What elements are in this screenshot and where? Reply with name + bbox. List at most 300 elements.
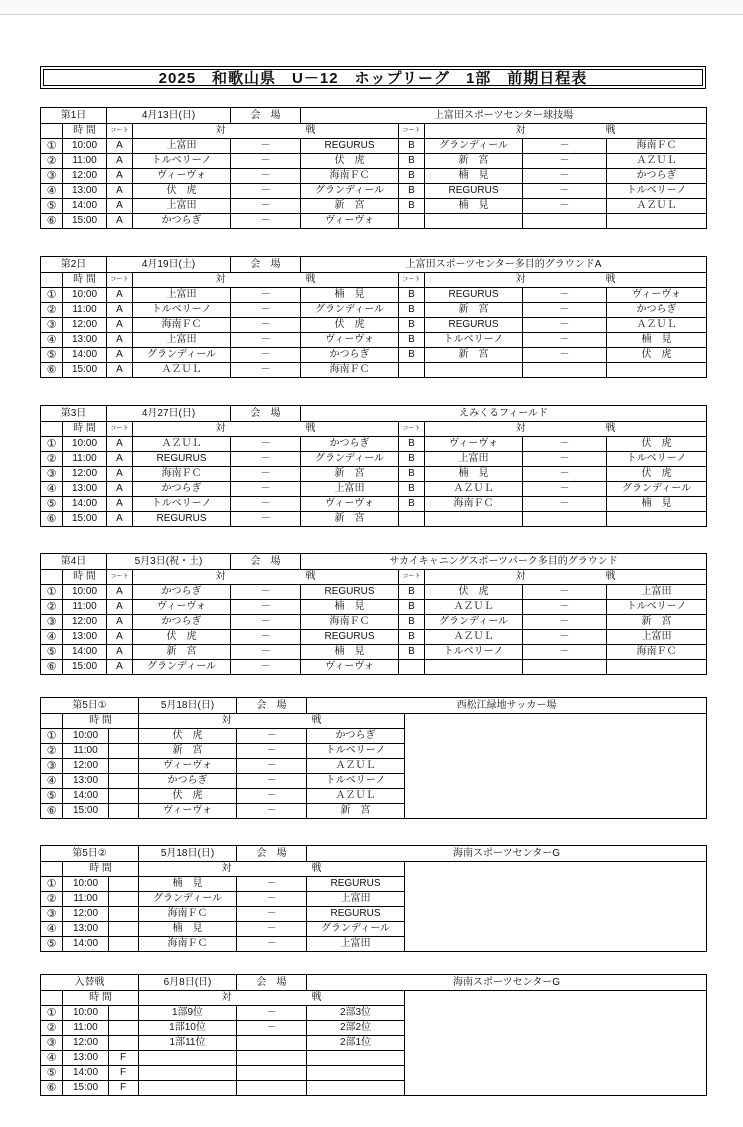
match-date: 4月19日(土) [107, 257, 231, 273]
vs-dash: － [231, 600, 301, 615]
block-header [41, 975, 707, 991]
match-number: ⑤ [41, 937, 63, 952]
court-header: コート [107, 422, 133, 437]
match-number: ⑤ [41, 1066, 63, 1081]
away-team: 海南ＦＣ [607, 139, 707, 154]
match-row [41, 288, 707, 303]
vs-dash: － [231, 184, 301, 199]
venue-name: 海南スポーツセンターG [307, 975, 707, 991]
vs-dash [523, 363, 607, 378]
vs-dash: － [237, 759, 307, 774]
page-title: 2025 和歌山県 U－12 ホップリーグ 1部 前期日程表 [40, 66, 706, 89]
match-time: 11:00 [63, 600, 107, 615]
match-header [425, 570, 707, 585]
vs-dash: － [231, 139, 301, 154]
match-number: ① [41, 139, 63, 154]
match-time-cell [63, 1036, 139, 1051]
match-row [41, 333, 707, 348]
home-team: ヴィーヴォ [139, 759, 237, 774]
court-header: コート [399, 124, 425, 139]
vs-dash: － [231, 467, 301, 482]
vs-dash: － [231, 497, 301, 512]
vs-dash: － [231, 437, 301, 452]
away-team: 楠 見 [301, 288, 399, 303]
match-time-cell [63, 729, 139, 744]
home-team: 新 宮 [133, 645, 231, 660]
home-team: 楠 見 [425, 467, 523, 482]
match-number: ⑤ [41, 645, 63, 660]
round-label: 第4日 [41, 554, 107, 570]
tai-label: 対 [215, 274, 226, 285]
away-team: 上富田 [607, 585, 707, 600]
block-header [41, 108, 707, 124]
court-a: A [107, 363, 133, 378]
court-b [399, 214, 425, 229]
vs-dash: － [237, 937, 307, 952]
venue-name: 海南スポーツセンターG [307, 846, 707, 862]
column-header [41, 570, 707, 585]
vs-dash: － [231, 333, 301, 348]
match-time: 14:00 [63, 348, 107, 363]
vs-dash [523, 214, 607, 229]
blank-cell [41, 124, 63, 139]
match-time-cell [63, 759, 139, 774]
court-b: B [399, 169, 425, 184]
match-row [41, 214, 707, 229]
court-b: B [399, 184, 425, 199]
match-time: 12:00 [63, 907, 109, 921]
vs-dash: － [231, 482, 301, 497]
match-time: 10:00 [63, 437, 107, 452]
match-time: 13:00 [63, 333, 107, 348]
away-team: ＡＺＵＬ [607, 318, 707, 333]
match-header [133, 124, 399, 139]
home-team: かつらぎ [133, 615, 231, 630]
vs-dash: － [231, 452, 301, 467]
match-row [41, 467, 707, 482]
match-number: ① [41, 877, 63, 892]
home-team: REGURUS [133, 512, 231, 527]
court-header: コート [399, 422, 425, 437]
match-number: ② [41, 303, 63, 318]
match-date: 5月18日(日) [139, 698, 237, 714]
match-time-cell [63, 937, 139, 952]
away-team: 楠 見 [301, 600, 399, 615]
match-time: 13:00 [63, 482, 107, 497]
court-a: A [107, 452, 133, 467]
home-team [425, 512, 523, 527]
tai-label: 対 [221, 715, 232, 726]
venue-label: 会 場 [231, 108, 301, 124]
away-team: 伏 虎 [301, 318, 399, 333]
away-team: 2部3位 [307, 1006, 405, 1021]
round-label: 第2日 [41, 257, 107, 273]
match-time-cell [63, 1081, 139, 1096]
match-time: 11:00 [63, 744, 109, 758]
court-a: A [107, 482, 133, 497]
match-date: 5月18日(日) [139, 846, 237, 862]
match-number: ② [41, 744, 63, 759]
column-header [41, 124, 707, 139]
away-team: ＡＺＵＬ [307, 759, 405, 774]
match-number: ① [41, 1006, 63, 1021]
home-team: 楠 見 [425, 199, 523, 214]
match-row [41, 615, 707, 630]
match-row [41, 482, 707, 497]
match-row [41, 437, 707, 452]
match-row [41, 184, 707, 199]
home-team: REGURUS [133, 452, 231, 467]
home-team: 伏 虎 [139, 789, 237, 804]
court-b: B [399, 437, 425, 452]
match-time: 14:00 [63, 937, 109, 951]
match-number: ③ [41, 318, 63, 333]
match-row [41, 585, 707, 600]
vs-dash: － [231, 645, 301, 660]
match-header [133, 273, 399, 288]
match-number: ④ [41, 482, 63, 497]
away-team: かつらぎ [607, 303, 707, 318]
vs-dash: － [523, 288, 607, 303]
home-team: 海南ＦＣ [139, 907, 237, 922]
match-time: 15:00 [63, 363, 107, 378]
vs-dash [237, 1081, 307, 1096]
court-header: コート [399, 273, 425, 288]
away-team: かつらぎ [301, 437, 399, 452]
match-number: ⑤ [41, 348, 63, 363]
court-b: B [399, 600, 425, 615]
vs-dash [237, 1051, 307, 1066]
round-label: 第3日 [41, 406, 107, 422]
tai-label: 対 [515, 423, 526, 434]
vs-dash: － [523, 154, 607, 169]
court-a: A [107, 660, 133, 675]
sen-label: 戦 [305, 274, 316, 285]
court-b: B [399, 452, 425, 467]
vs-dash: － [237, 1021, 307, 1036]
court-a: A [107, 348, 133, 363]
vs-dash: － [523, 585, 607, 600]
home-team: 新 宮 [425, 154, 523, 169]
match-time-cell [63, 804, 139, 819]
home-team [139, 1066, 237, 1081]
vs-dash: － [523, 630, 607, 645]
match-header [139, 714, 405, 729]
court-a: A [107, 630, 133, 645]
match-time: 14:00 [63, 199, 107, 214]
venue-name: 西松江緑地サッカー場 [307, 698, 707, 714]
away-team [307, 1081, 405, 1096]
away-team: グランディール [607, 482, 707, 497]
court-a: A [107, 585, 133, 600]
home-team [139, 1081, 237, 1096]
away-team: グランディール [301, 184, 399, 199]
match-number: ⑥ [41, 214, 63, 229]
vs-dash: － [231, 512, 301, 527]
home-team: ヴィーヴォ [133, 169, 231, 184]
schedule-block [40, 405, 707, 527]
match-time: 13:00 [63, 774, 109, 788]
match-number: ④ [41, 922, 63, 937]
match-row [41, 303, 707, 318]
venue-name: 上富田スポーツセンター多目的グラウンドA [301, 257, 707, 273]
match-time-cell [63, 1066, 139, 1081]
home-team: トルベリーノ [133, 154, 231, 169]
vs-dash: － [523, 199, 607, 214]
column-header [41, 714, 707, 729]
match-number: ⑥ [41, 804, 63, 819]
away-team: トルベリーノ [307, 774, 405, 789]
away-team: 新 宮 [301, 467, 399, 482]
home-team: ＡＺＵＬ [133, 363, 231, 378]
away-team [307, 1051, 405, 1066]
match-time-cell [63, 922, 139, 937]
away-team [607, 363, 707, 378]
vs-dash: － [523, 452, 607, 467]
court-b: B [399, 615, 425, 630]
match-time: 13:00 [63, 184, 107, 199]
court-a: A [107, 467, 133, 482]
match-time-cell [63, 892, 139, 907]
away-team [607, 660, 707, 675]
time-header: 時 間 [63, 570, 107, 585]
home-team: 海南ＦＣ [133, 318, 231, 333]
sen-label: 戦 [305, 423, 316, 434]
block-header [41, 698, 707, 714]
away-team: 上富田 [607, 630, 707, 645]
vs-dash: － [523, 437, 607, 452]
home-team: 新 宮 [425, 303, 523, 318]
away-team: 新 宮 [301, 512, 399, 527]
match-time-cell [63, 1051, 139, 1066]
venue-name: サカイキャニングスポーツパーク多目的グラウンド [301, 554, 707, 570]
away-team: ヴィーヴォ [607, 288, 707, 303]
match-time: 12:00 [63, 169, 107, 184]
match-header [425, 124, 707, 139]
block-header [41, 406, 707, 422]
away-team: 新 宮 [607, 615, 707, 630]
match-time: 14:00 [63, 645, 107, 660]
vs-dash: － [523, 615, 607, 630]
match-number: ③ [41, 467, 63, 482]
match-row [41, 512, 707, 527]
match-row [41, 318, 707, 333]
away-team: 海南ＦＣ [607, 645, 707, 660]
tai-label: 対 [215, 571, 226, 582]
top-strip [0, 0, 743, 15]
court-b: B [399, 303, 425, 318]
column-header [41, 273, 707, 288]
match-row [41, 348, 707, 363]
court-b [399, 512, 425, 527]
home-team: グランディール [133, 348, 231, 363]
home-team: グランディール [139, 892, 237, 907]
away-team: 上富田 [301, 482, 399, 497]
court-a: A [107, 645, 133, 660]
empty-area [405, 991, 707, 1096]
match-time: 13:00 [63, 922, 109, 936]
match-time: 12:00 [63, 615, 107, 630]
round-label: 第5日② [41, 846, 139, 862]
match-number: ③ [41, 169, 63, 184]
match-time: 10:00 [63, 729, 109, 743]
round-label: 第5日① [41, 698, 139, 714]
time-header: 時 間 [63, 991, 139, 1006]
blank-cell [41, 991, 63, 1006]
vs-dash: － [523, 318, 607, 333]
match-time: 11:00 [63, 452, 107, 467]
sen-label: 戦 [605, 125, 616, 136]
vs-dash: － [231, 363, 301, 378]
match-time: 15:00 [63, 1081, 109, 1095]
vs-dash: － [231, 585, 301, 600]
blank-cell [41, 714, 63, 729]
away-team: ＡＺＵＬ [607, 154, 707, 169]
sen-label: 戦 [305, 571, 316, 582]
away-team [607, 214, 707, 229]
match-time: 10:00 [63, 1006, 109, 1020]
vs-dash: － [523, 139, 607, 154]
match-time: 11:00 [63, 892, 109, 906]
match-time: 14:00 [63, 497, 107, 512]
home-team: 海南ＦＣ [139, 937, 237, 952]
home-team: 伏 虎 [139, 729, 237, 744]
match-number: ④ [41, 333, 63, 348]
home-team: 楠 見 [139, 922, 237, 937]
away-team: REGURUS [307, 877, 405, 892]
court-a: A [107, 437, 133, 452]
away-team: かつらぎ [607, 169, 707, 184]
match-time-cell [63, 1006, 139, 1021]
home-team: グランディール [425, 615, 523, 630]
home-team: グランディール [133, 660, 231, 675]
sen-label: 戦 [605, 423, 616, 434]
match-number: ⑥ [41, 660, 63, 675]
home-team: ヴィーヴォ [425, 437, 523, 452]
vs-dash: － [237, 804, 307, 819]
home-team: 新 宮 [139, 744, 237, 759]
venue-label: 会 場 [237, 698, 307, 714]
vs-dash: － [231, 288, 301, 303]
empty-area [405, 714, 707, 819]
court-b [399, 660, 425, 675]
blank-cell [41, 862, 63, 877]
court-header: コート [399, 570, 425, 585]
vs-dash: － [237, 922, 307, 937]
match-row [41, 169, 707, 184]
home-team: REGURUS [425, 184, 523, 199]
match-date: 5月3日(祝・土) [107, 554, 231, 570]
away-team: トルベリーノ [307, 744, 405, 759]
match-header [133, 422, 399, 437]
home-team: トルベリーノ [133, 303, 231, 318]
vs-dash: － [237, 744, 307, 759]
court-b: B [399, 139, 425, 154]
match-time-cell [63, 789, 139, 804]
round-label: 入替戦 [41, 975, 139, 991]
away-team: 海南ＦＣ [301, 615, 399, 630]
venue-label: 会 場 [231, 406, 301, 422]
home-team: 海南ＦＣ [133, 467, 231, 482]
away-team [607, 512, 707, 527]
home-team: かつらぎ [133, 482, 231, 497]
away-team: 2部1位 [307, 1036, 405, 1051]
home-team: 上富田 [425, 452, 523, 467]
sen-label: 戦 [311, 715, 322, 726]
vs-dash: － [523, 645, 607, 660]
court-b: B [399, 585, 425, 600]
match-number: ① [41, 585, 63, 600]
home-team: 1部9位 [139, 1006, 237, 1021]
home-team [425, 214, 523, 229]
match-row [41, 630, 707, 645]
blank-cell [41, 422, 63, 437]
column-header [41, 422, 707, 437]
blank-cell [41, 273, 63, 288]
match-number: ② [41, 892, 63, 907]
away-team: 新 宮 [301, 199, 399, 214]
match-number: ⑥ [41, 1081, 63, 1096]
match-number: ③ [41, 759, 63, 774]
home-team: ＡＺＵＬ [425, 482, 523, 497]
home-team [139, 1051, 237, 1066]
vs-dash: － [231, 214, 301, 229]
block-header [41, 554, 707, 570]
sen-label: 戦 [605, 274, 616, 285]
court-header: コート [107, 273, 133, 288]
match-number: ⑥ [41, 363, 63, 378]
match-row [41, 363, 707, 378]
home-team: 上富田 [133, 139, 231, 154]
home-team: 新 宮 [425, 348, 523, 363]
match-time: 15:00 [63, 512, 107, 527]
vs-dash: － [523, 497, 607, 512]
court-b: B [399, 154, 425, 169]
vs-dash: － [237, 774, 307, 789]
vs-dash: － [523, 303, 607, 318]
vs-dash: － [237, 1006, 307, 1021]
tai-label: 対 [215, 125, 226, 136]
match-header [133, 570, 399, 585]
match-row [41, 645, 707, 660]
court-a: A [107, 497, 133, 512]
match-row [41, 497, 707, 512]
home-team: 上富田 [133, 333, 231, 348]
column-header [41, 862, 707, 877]
match-number: ② [41, 154, 63, 169]
column-header [41, 991, 707, 1006]
away-team: 楠 見 [607, 333, 707, 348]
home-team: REGURUS [425, 318, 523, 333]
block-header [41, 846, 707, 862]
venue-label: 会 場 [231, 257, 301, 273]
court: F [119, 1052, 127, 1063]
match-date: 4月13日(日) [107, 108, 231, 124]
away-team: ＡＺＵＬ [607, 199, 707, 214]
match-time: 15:00 [63, 660, 107, 675]
away-team: 伏 虎 [607, 467, 707, 482]
schedule-block [40, 107, 707, 229]
match-time: 10:00 [63, 877, 109, 891]
match-header [425, 422, 707, 437]
away-team: グランディール [301, 452, 399, 467]
home-team: ヴィーヴォ [133, 600, 231, 615]
court-a: A [107, 214, 133, 229]
away-team: トルベリーノ [607, 600, 707, 615]
home-team: 楠 見 [425, 169, 523, 184]
away-team: 海南ＦＣ [301, 363, 399, 378]
match-time: 15:00 [63, 214, 107, 229]
